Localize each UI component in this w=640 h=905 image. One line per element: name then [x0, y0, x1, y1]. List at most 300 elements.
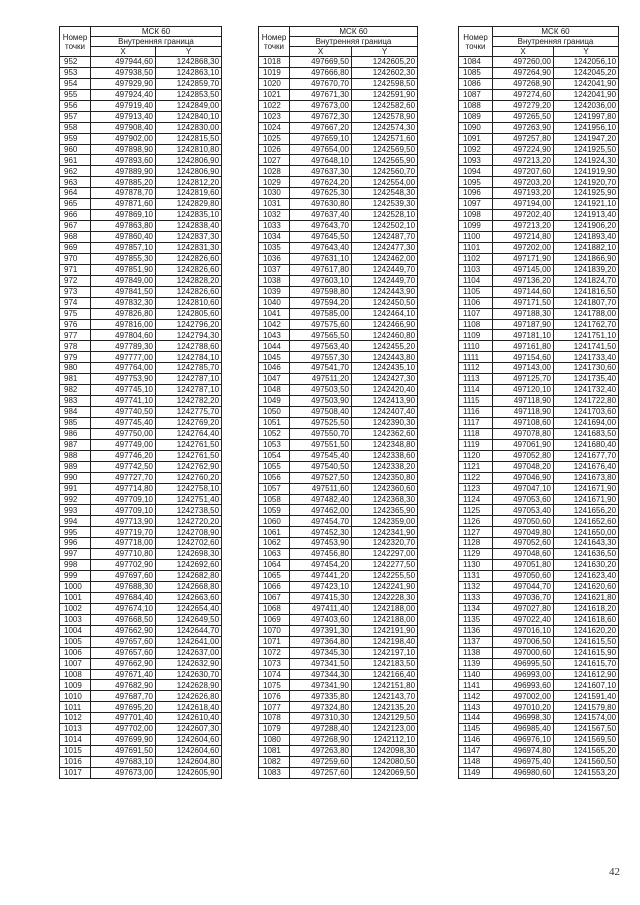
- point-number-cell: 958: [60, 122, 91, 133]
- table-row: [259, 702, 418, 713]
- point-number-cell: 1076: [259, 691, 290, 702]
- x-coordinate-cell: 497673,00: [290, 100, 352, 111]
- x-coordinate-cell: 497908,40: [91, 122, 156, 133]
- table-row: [459, 494, 619, 505]
- x-coordinate-cell: 497044,70: [493, 582, 554, 593]
- x-coordinate-cell: 497503,50: [290, 385, 352, 396]
- x-coordinate-cell: 497391,30: [290, 625, 352, 636]
- x-coordinate-cell: 497279,20: [493, 100, 554, 111]
- point-number-cell: 990: [60, 472, 91, 483]
- x-coordinate-cell: 497718,00: [91, 538, 156, 549]
- x-coordinate-cell: 497745,10: [91, 385, 156, 396]
- table-row: [459, 549, 619, 560]
- y-coordinate-cell: 1242320,70: [352, 538, 418, 549]
- y-coordinate-cell: 1242708,90: [156, 527, 222, 538]
- y-header: Y: [352, 47, 418, 57]
- point-number-cell: 967: [60, 221, 91, 232]
- x-coordinate-cell: 496993,60: [493, 680, 554, 691]
- point-number-cell: 1083: [259, 767, 290, 778]
- y-coordinate-cell: 1241788,00: [554, 308, 619, 319]
- x-coordinate-cell: 497136,20: [493, 275, 554, 286]
- y-coordinate-cell: 1242787,10: [156, 374, 222, 385]
- table-row: [60, 571, 222, 582]
- table-row: [259, 363, 418, 374]
- x-coordinate-cell: 497575,60: [290, 319, 352, 330]
- x-coordinate-cell: 497050,60: [493, 571, 554, 582]
- table-row: [60, 221, 222, 232]
- table-row: [60, 538, 222, 549]
- x-coordinate-cell: 497202,40: [493, 210, 554, 221]
- y-coordinate-cell: 1242796,20: [156, 319, 222, 330]
- y-coordinate-cell: 1241652,60: [554, 516, 619, 527]
- table-row: [60, 417, 222, 428]
- y-coordinate-cell: 1242041,90: [554, 78, 619, 89]
- y-coordinate-cell: 1242460,80: [352, 330, 418, 341]
- point-number-cell: 960: [60, 144, 91, 155]
- point-number-cell: 1080: [259, 735, 290, 746]
- table-row: [259, 352, 418, 363]
- y-coordinate-cell: 1241925,90: [554, 188, 619, 199]
- point-number-cell: 1025: [259, 133, 290, 144]
- point-number-cell: 1062: [259, 538, 290, 549]
- x-coordinate-cell: 496993,00: [493, 669, 554, 680]
- table-row: [259, 691, 418, 702]
- y-coordinate-cell: 1241650,00: [554, 527, 619, 538]
- x-coordinate-cell: 497203,20: [493, 177, 554, 188]
- y-coordinate-cell: 1242123,00: [352, 724, 418, 735]
- table-row: [60, 614, 222, 625]
- table-row: [259, 319, 418, 330]
- x-coordinate-cell: 497741,10: [91, 396, 156, 407]
- table-row: [259, 592, 418, 603]
- y-coordinate-cell: 1241671,90: [554, 483, 619, 494]
- x-coordinate-cell: 497006,50: [493, 636, 554, 647]
- table-row: [259, 571, 418, 582]
- x-coordinate-cell: 497341,50: [290, 658, 352, 669]
- y-coordinate-cell: 1242654,40: [156, 603, 222, 614]
- point-number-cell: 1035: [259, 242, 290, 253]
- table-row: [259, 428, 418, 439]
- point-number-cell: 1047: [259, 374, 290, 385]
- y-coordinate-cell: 1242610,40: [156, 713, 222, 724]
- y-coordinate-cell: 1242859,70: [156, 78, 222, 89]
- y-coordinate-cell: 1241574,00: [554, 713, 619, 724]
- y-coordinate-cell: 1242760,20: [156, 472, 222, 483]
- point-number-cell: 1008: [60, 669, 91, 680]
- x-coordinate-cell: 497672,30: [290, 111, 352, 122]
- table-row: [259, 308, 418, 319]
- y-coordinate-cell: 1241677,70: [554, 450, 619, 461]
- table-row: [259, 461, 418, 472]
- point-number-cell: 952: [60, 57, 91, 68]
- point-number-cell: 974: [60, 297, 91, 308]
- point-number-cell: 1093: [459, 155, 493, 166]
- y-coordinate-cell: 1241906,20: [554, 221, 619, 232]
- table-row: [259, 57, 418, 68]
- point-number-cell: 1058: [259, 494, 290, 505]
- point-number-cell: 1041: [259, 308, 290, 319]
- y-coordinate-cell: 1242056,10: [554, 57, 619, 68]
- x-coordinate-cell: 497540,50: [290, 461, 352, 472]
- table-row: [60, 439, 222, 450]
- table-row: [459, 516, 619, 527]
- x-coordinate-cell: 497654,00: [290, 144, 352, 155]
- y-coordinate-cell: 1242828,20: [156, 275, 222, 286]
- table-row: [259, 297, 418, 308]
- x-coordinate-cell: 497511,20: [290, 374, 352, 385]
- point-number-cell: 1127: [459, 527, 493, 538]
- table-row: [459, 253, 619, 264]
- y-coordinate-cell: 1242338,60: [352, 450, 418, 461]
- table-row: [60, 494, 222, 505]
- x-coordinate-cell: 497453,90: [290, 538, 352, 549]
- y-coordinate-cell: 1242241,90: [352, 582, 418, 593]
- y-coordinate-cell: 1242782,20: [156, 396, 222, 407]
- table-row: [459, 242, 619, 253]
- table-row: [60, 713, 222, 724]
- point-number-cell: 1146: [459, 735, 493, 746]
- y-coordinate-cell: 1242829,80: [156, 199, 222, 210]
- point-number-cell: 982: [60, 385, 91, 396]
- point-number-cell: 1099: [459, 221, 493, 232]
- table-row: [459, 133, 619, 144]
- y-coordinate-cell: 1242407,40: [352, 407, 418, 418]
- table-row: [259, 155, 418, 166]
- point-number-cell: 1128: [459, 538, 493, 549]
- table-row: [459, 724, 619, 735]
- point-number-cell: 1086: [459, 78, 493, 89]
- y-coordinate-cell: 1242810,80: [156, 144, 222, 155]
- point-number-cell: 1078: [259, 713, 290, 724]
- y-coordinate-cell: 1242785,70: [156, 363, 222, 374]
- table-row: [60, 680, 222, 691]
- y-coordinate-cell: 1241591,40: [554, 691, 619, 702]
- point-number-cell: 1024: [259, 122, 290, 133]
- table-row: [60, 461, 222, 472]
- y-coordinate-cell: 1242806,90: [156, 155, 222, 166]
- point-number-cell: 1016: [60, 757, 91, 768]
- x-coordinate-cell: 497657,60: [91, 647, 156, 658]
- x-coordinate-cell: 497125,70: [493, 374, 554, 385]
- table-row: [60, 658, 222, 669]
- x-coordinate-cell: 497171,50: [493, 297, 554, 308]
- y-coordinate-cell: 1242787,10: [156, 385, 222, 396]
- y-coordinate-cell: 1241636,50: [554, 549, 619, 560]
- x-coordinate-cell: 497878,70: [91, 188, 156, 199]
- point-number-cell: 989: [60, 461, 91, 472]
- y-coordinate-cell: 1242831,30: [156, 242, 222, 253]
- y-coordinate-cell: 1242455,20: [352, 341, 418, 352]
- table-row: [60, 308, 222, 319]
- point-number-cell: 1143: [459, 702, 493, 713]
- x-coordinate-cell: 497709,10: [91, 505, 156, 516]
- y-coordinate-cell: 1242692,60: [156, 560, 222, 571]
- x-coordinate-cell: 497816,00: [91, 319, 156, 330]
- point-number-cell: 1048: [259, 385, 290, 396]
- point-number-cell: 1022: [259, 100, 290, 111]
- table-row: [259, 264, 418, 275]
- x-coordinate-cell: 497742,50: [91, 461, 156, 472]
- table-row: [60, 210, 222, 221]
- x-coordinate-cell: 497563,40: [290, 341, 352, 352]
- x-coordinate-cell: 497637,40: [290, 210, 352, 221]
- point-number-cell: 980: [60, 363, 91, 374]
- x-coordinate-cell: 497503,90: [290, 396, 352, 407]
- table-row: [459, 385, 619, 396]
- x-coordinate-cell: 497288,40: [290, 724, 352, 735]
- y-coordinate-cell: 1242698,30: [156, 549, 222, 560]
- table-row: [259, 89, 418, 100]
- y-coordinate-cell: 1242565,90: [352, 155, 418, 166]
- point-number-cell: 957: [60, 111, 91, 122]
- point-number-cell: 959: [60, 133, 91, 144]
- table-row: [60, 363, 222, 374]
- table-row: [60, 199, 222, 210]
- y-header: Y: [156, 47, 222, 57]
- point-number-cell: 981: [60, 374, 91, 385]
- point-number-cell: 992: [60, 494, 91, 505]
- y-coordinate-cell: 1242868,30: [156, 57, 222, 68]
- x-coordinate-cell: 497701,40: [91, 713, 156, 724]
- y-coordinate-cell: 1242539,30: [352, 199, 418, 210]
- table-row: [259, 177, 418, 188]
- coordinates-table-2: [258, 26, 418, 779]
- point-number-cell: 1095: [459, 177, 493, 188]
- table-row: [259, 625, 418, 636]
- y-coordinate-cell: 1241612,90: [554, 669, 619, 680]
- y-coordinate-cell: 1241671,90: [554, 494, 619, 505]
- table-row: [259, 450, 418, 461]
- point-number-cell: 962: [60, 166, 91, 177]
- y-coordinate-cell: 1242591,90: [352, 89, 418, 100]
- x-coordinate-cell: 497666,80: [290, 67, 352, 78]
- point-number-cell: 1097: [459, 199, 493, 210]
- x-header: X: [290, 47, 352, 57]
- y-coordinate-cell: 1242863,10: [156, 67, 222, 78]
- table-row: [259, 188, 418, 199]
- table-row: [459, 472, 619, 483]
- x-coordinate-cell: 497108,60: [493, 417, 554, 428]
- table-row: [60, 428, 222, 439]
- y-coordinate-cell: 1242761,50: [156, 450, 222, 461]
- y-coordinate-cell: 1242297,00: [352, 549, 418, 560]
- x-coordinate-cell: 497048,60: [493, 549, 554, 560]
- point-number-cell: 984: [60, 407, 91, 418]
- y-coordinate-cell: 1241947,20: [554, 133, 619, 144]
- table-row: [459, 166, 619, 177]
- y-coordinate-cell: 1242758,10: [156, 483, 222, 494]
- x-coordinate-cell: 497719,70: [91, 527, 156, 538]
- table-body: [259, 57, 418, 779]
- x-coordinate-cell: 497310,30: [290, 713, 352, 724]
- y-coordinate-cell: 1242806,90: [156, 166, 222, 177]
- y-coordinate-cell: 1242443,90: [352, 286, 418, 297]
- y-coordinate-cell: 1242143,70: [352, 691, 418, 702]
- y-coordinate-cell: 1242449,70: [352, 264, 418, 275]
- y-coordinate-cell: 1241741,50: [554, 341, 619, 352]
- x-coordinate-cell: 497036,70: [493, 592, 554, 603]
- table-row: [259, 144, 418, 155]
- table-row: [259, 199, 418, 210]
- table-row: [60, 166, 222, 177]
- y-coordinate-cell: 1242626,80: [156, 691, 222, 702]
- y-coordinate-cell: 1242450,50: [352, 297, 418, 308]
- table-row: [459, 330, 619, 341]
- table-row: [259, 385, 418, 396]
- point-number-cell: 1000: [60, 582, 91, 593]
- table-row: [60, 253, 222, 264]
- x-coordinate-cell: 497454,70: [290, 516, 352, 527]
- table-row: [60, 647, 222, 658]
- table-row: [459, 746, 619, 757]
- x-coordinate-cell: 497913,40: [91, 111, 156, 122]
- x-coordinate-cell: 497161,80: [493, 341, 554, 352]
- x-coordinate-cell: 497441,20: [290, 571, 352, 582]
- point-number-cell: 1004: [60, 625, 91, 636]
- point-number-cell: 963: [60, 177, 91, 188]
- y-coordinate-cell: 1242390,30: [352, 417, 418, 428]
- table-row: [259, 767, 418, 778]
- y-coordinate-cell: 1241997,80: [554, 111, 619, 122]
- x-coordinate-cell: 497938,50: [91, 67, 156, 78]
- y-coordinate-cell: 1242554,00: [352, 177, 418, 188]
- table-row: [60, 67, 222, 78]
- table-row: [459, 232, 619, 243]
- y-coordinate-cell: 1241569,50: [554, 735, 619, 746]
- table-row: [259, 407, 418, 418]
- table-row: [60, 144, 222, 155]
- x-coordinate-cell: 497625,30: [290, 188, 352, 199]
- x-coordinate-cell: 497002,00: [493, 691, 554, 702]
- point-number-cell: 1038: [259, 275, 290, 286]
- point-number-cell: 985: [60, 417, 91, 428]
- point-number-cell: 965: [60, 199, 91, 210]
- point-number-cell: 968: [60, 232, 91, 243]
- table-row: [259, 396, 418, 407]
- y-coordinate-cell: 1241730,60: [554, 363, 619, 374]
- point-number-cell: 1148: [459, 757, 493, 768]
- x-coordinate-cell: 497699,90: [91, 735, 156, 746]
- y-coordinate-cell: 1242835,10: [156, 210, 222, 221]
- y-coordinate-cell: 1241607,10: [554, 680, 619, 691]
- y-coordinate-cell: 1242360,60: [352, 483, 418, 494]
- y-coordinate-cell: 1242637,00: [156, 647, 222, 658]
- table-row: [459, 67, 619, 78]
- x-coordinate-cell: 497053,60: [493, 494, 554, 505]
- point-number-cell: 1147: [459, 746, 493, 757]
- x-coordinate-cell: 497213,20: [493, 155, 554, 166]
- table-row: [60, 560, 222, 571]
- x-coordinate-cell: 497832,30: [91, 297, 156, 308]
- y-coordinate-cell: 1241751,10: [554, 330, 619, 341]
- x-coordinate-cell: 497118,90: [493, 396, 554, 407]
- x-coordinate-cell: 497727,70: [91, 472, 156, 483]
- x-coordinate-cell: 497777,00: [91, 352, 156, 363]
- y-coordinate-cell: 1242528,10: [352, 210, 418, 221]
- x-coordinate-cell: 497259,60: [290, 757, 352, 768]
- point-number-cell: 1063: [259, 549, 290, 560]
- coordinates-table-1: [59, 26, 222, 779]
- table-row: [259, 439, 418, 450]
- point-number-cell: 1037: [259, 264, 290, 275]
- table-row: [459, 188, 619, 199]
- y-coordinate-cell: 1242069,50: [352, 767, 418, 778]
- x-coordinate-cell: 497257,80: [493, 133, 554, 144]
- point-number-cell: 1013: [60, 724, 91, 735]
- y-header: Y: [554, 47, 619, 57]
- point-number-cell: 993: [60, 505, 91, 516]
- point-number-cell: 1116: [459, 407, 493, 418]
- point-number-cell: 1005: [60, 636, 91, 647]
- x-coordinate-cell: 497670,70: [290, 78, 352, 89]
- y-coordinate-cell: 1241579,80: [554, 702, 619, 713]
- point-number-cell: 966: [60, 210, 91, 221]
- y-coordinate-cell: 1242582,60: [352, 100, 418, 111]
- table-row: [259, 253, 418, 264]
- point-number-cell: 1034: [259, 232, 290, 243]
- y-coordinate-cell: 1241615,70: [554, 658, 619, 669]
- table-row: [259, 417, 418, 428]
- point-number-cell: 999: [60, 571, 91, 582]
- table-row: [459, 592, 619, 603]
- x-coordinate-cell: 497898,90: [91, 144, 156, 155]
- y-coordinate-cell: 1241925,50: [554, 144, 619, 155]
- table-row: [259, 603, 418, 614]
- table-row: [60, 669, 222, 680]
- x-coordinate-cell: 497482,40: [290, 494, 352, 505]
- x-coordinate-cell: 497207,60: [493, 166, 554, 177]
- x-coordinate-cell: 497749,00: [91, 439, 156, 450]
- table-row: [459, 407, 619, 418]
- y-coordinate-cell: 1241680,40: [554, 439, 619, 450]
- y-coordinate-cell: 1242129,50: [352, 713, 418, 724]
- table-row: [459, 89, 619, 100]
- y-coordinate-cell: 1242605,20: [352, 57, 418, 68]
- table-row: [60, 111, 222, 122]
- y-coordinate-cell: 1242420,40: [352, 385, 418, 396]
- x-coordinate-cell: 497508,40: [290, 407, 352, 418]
- table-row: [459, 100, 619, 111]
- y-coordinate-cell: 1242036,00: [554, 100, 619, 111]
- y-coordinate-cell: 1242413,90: [352, 396, 418, 407]
- point-number-cell: 1103: [459, 264, 493, 275]
- x-coordinate-cell: 497345,30: [290, 647, 352, 658]
- table-row: [259, 516, 418, 527]
- point-number-cell: 1053: [259, 439, 290, 450]
- point-number-cell: 1108: [459, 319, 493, 330]
- point-number-cell: 979: [60, 352, 91, 363]
- table-row: [459, 428, 619, 439]
- y-coordinate-cell: 1242435,10: [352, 363, 418, 374]
- table-row: [60, 746, 222, 757]
- table-row: [60, 330, 222, 341]
- table-row: [459, 417, 619, 428]
- x-coordinate-cell: 497643,40: [290, 242, 352, 253]
- y-coordinate-cell: 1242191,90: [352, 625, 418, 636]
- y-coordinate-cell: 1242702,60: [156, 538, 222, 549]
- point-number-cell: 1136: [459, 625, 493, 636]
- x-coordinate-cell: 497557,30: [290, 352, 352, 363]
- table-row: [459, 122, 619, 133]
- x-coordinate-cell: 496975,40: [493, 757, 554, 768]
- x-coordinate-cell: 497869,10: [91, 210, 156, 221]
- table-row: [259, 614, 418, 625]
- page-number: 42: [609, 866, 620, 878]
- x-coordinate-cell: 497454,20: [290, 560, 352, 571]
- y-coordinate-cell: 1241694,00: [554, 417, 619, 428]
- point-number-cell: 976: [60, 319, 91, 330]
- table-row: [60, 286, 222, 297]
